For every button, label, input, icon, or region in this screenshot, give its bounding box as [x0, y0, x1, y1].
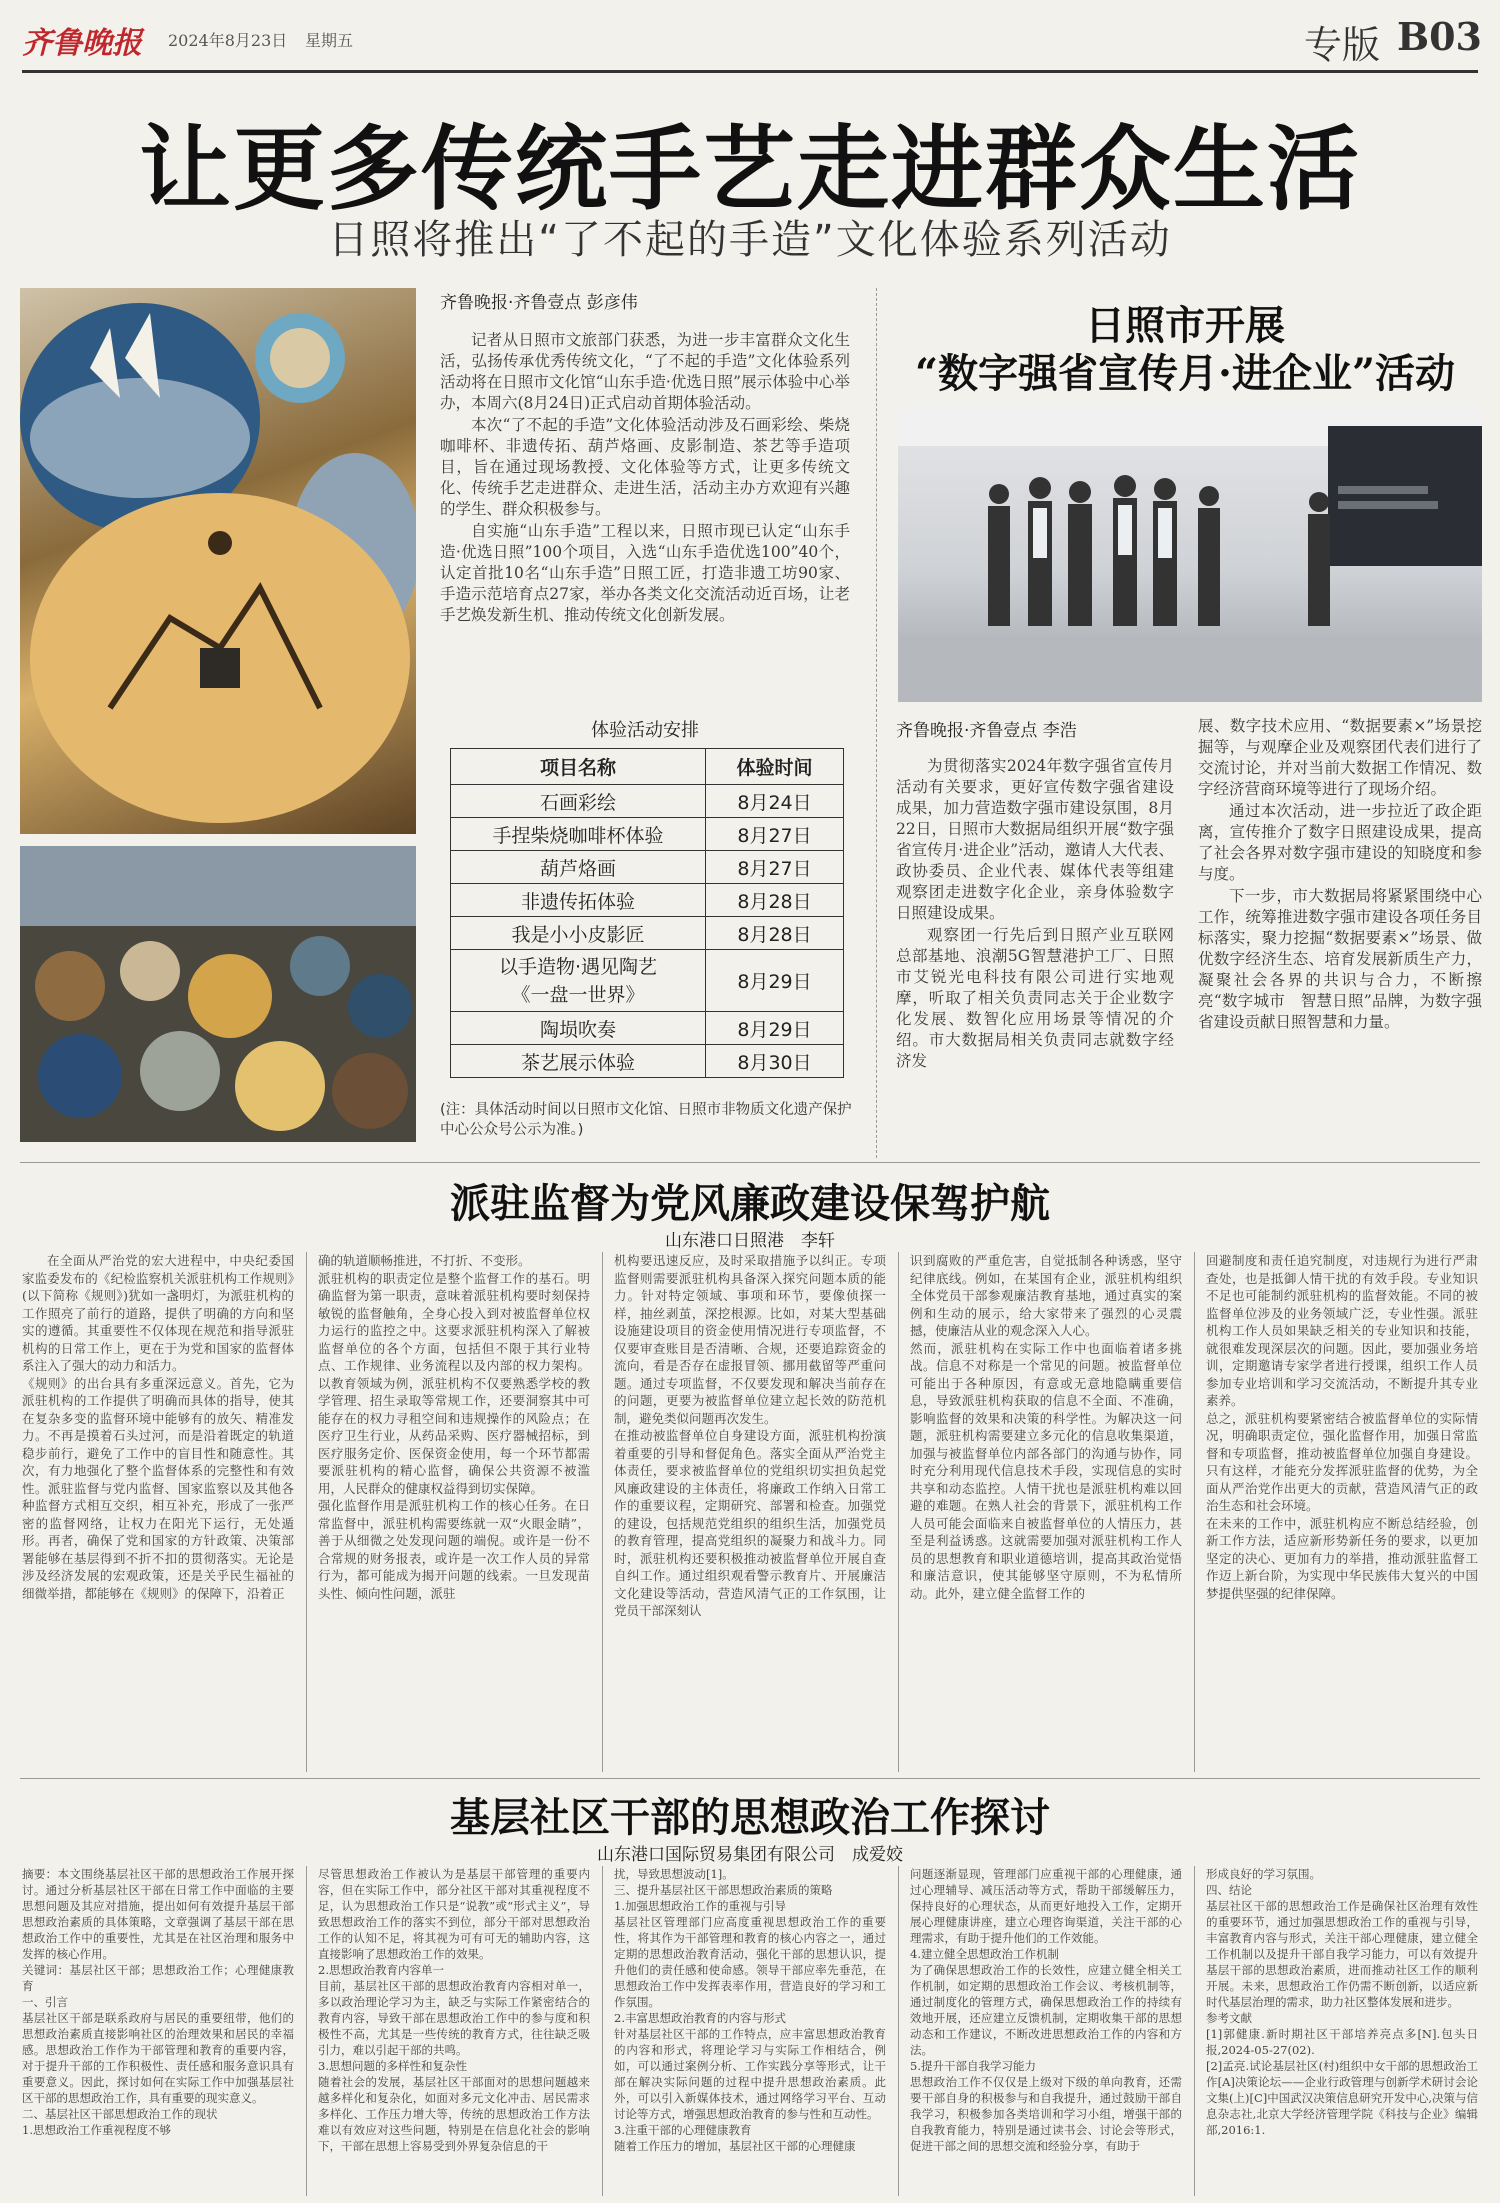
table-row	[451, 1012, 844, 1045]
table-row	[451, 917, 844, 950]
schedule-item-date: 8月30日	[706, 1045, 844, 1078]
article3-byline: 山东港口国际贸易集团有限公司 成爱姣	[597, 1845, 903, 1865]
column-divider	[602, 1252, 603, 1772]
article2-column-4: 识到腐败的严重危害，自觉抵制各种诱惑，坚守纪律底线。例如，在某国有企业，派驻机构组织全体党员干部参观廉洁教育基地，通过真实的案例和生动的展示，给大家带来了强烈的心灵震撼，使廉洁从业的观念深入人心。 然而，派驻机构在实际工作中也面临着诸多挑战。信息不对称是一个常见的问题。被监督单位可能出于各种原因，有意或无意地隐瞒重要信息，导致派驻机构获取的信息不全面、不准确，影响监督的效果和决策的科学性。为解决这一问题，派驻机构需要建立多元化的信息收集渠道，加强与被监督单位内部各部门的沟通与协作，同时充分利用现代信息技术手段，实现信息的实时共享和动态监控。人情干扰也是派驻机构难以回避的难题。在熟人社会的背景下，派驻机构工作人员可能会面临来自被监督单位的人情压力，甚至是利益诱惑。这就需要加强对派驻机构工作人员的思想教育和职业道德培训，提高其政治觉悟和廉洁意识，使其能够坚守原则，不为私情所动。此外，建立健全监督工作的	[910, 1253, 1182, 1601]
column-divider	[306, 1252, 307, 1772]
side-title-line1: 日照市开展	[1085, 302, 1285, 349]
article3-column-3: 扰，导致思想波动[1]。 三、提升基层社区干部思想政治素质的策略 1.加强思想政治工作的重视与引导 基层社区管理部门应高度重视思想政治工作的重要性，将其作为干部管理和教育的核心内容之一，通过定期的思想政治教育活动，强化干部的思想认识，提升他们的责任感和使命感。领导干部应率先垂范，在思想政治工作中发挥表率作用，营造良好的学习和工作氛围。 2.丰富思想政治教育的内容与形式 针对基层社区干部的工作特点，应丰富思想政治教育的内容和形式，将理论学习与实际工作相结合，例如，可以通过案例分析、工作实践分享等形式，让干部在解决实际问题的过程中提升思想政治素质。此外，可以引入新媒体技术，通过网络学习平台、互动讨论等方式，增强思想政治教育的参与性和互动性。 3.注重干部的心理健康教育 随着工作压力的增加，基层社区干部的心理健康	[614, 1867, 886, 2153]
side-title-line2: “数字强省宣传月·进企业”活动	[915, 350, 1455, 397]
schedule-item-name: 葫芦烙画	[451, 851, 706, 884]
column-divider	[898, 1252, 899, 1772]
column-divider	[1194, 1252, 1195, 1772]
table-row	[451, 884, 844, 917]
table-row	[451, 851, 844, 884]
table-row	[451, 818, 844, 851]
article3-title: 基层社区干部的思想政治工作探讨	[450, 1794, 1050, 1841]
schedule-item-name: 陶埙吹奏	[451, 1012, 706, 1045]
schedule-item-name: 茶艺展示体验	[451, 1045, 706, 1078]
table-row	[451, 1045, 844, 1078]
section-label: 专版	[1303, 23, 1380, 67]
schedule-item-date: 8月28日	[706, 917, 844, 950]
main-paragraph: 本次“了不起的手造”文化体验活动涉及石画彩绘、柴烧咖啡杯、非遗传拓、葫芦烙画、皮影制造、茶艺等手造项目，旨在通过现场教授、文化体验等方式，让更多传统文化、传统手艺走进群众、走进生活，活动主办方欢迎有兴趣的学生、群众积极参与。	[440, 416, 850, 518]
article2-column-1: 在全面从严治党的宏大进程中，中央纪委国家监委发布的《纪检监察机关派驻机构工作规则》(以下简称《规则》)犹如一盏明灯，为派驻机构的工作照亮了前行的道路，提供了明确的方向和坚实的遵循。其重要性不仅体现在规范和指导派驻机构的日常工作上，更在于为党和国家的监督体系注入了强大的动力和活力。 《规则》的出台具有多重深远意义。首先，它为派驻机构的工作提供了明确而具体的指导，使其在复杂多变的监督环境中能够有的放矢、精准发力。不再是摸着石头过河，而是沿着既定的轨道稳步前行，避免了工作中的盲目性和随意性。其次，有力地强化了整个监督体系的完整性和有效性。派驻监督与党内监督、国家监察以及其他各种监督方式相互交织，相互补充，形成了一张严密的监督网络，让权力在阳光下运行，无处遁形。再者，确保了党和国家的方针政策、决策部署能够在基层得到不折不扣的贯彻落实。无论是涉及经济发展的宏观政策，还是关乎民生福祉的细微举措，都能够在《规则》的保障下，沿着正	[22, 1253, 294, 1601]
newspaper-logo: 齐鲁晚报	[22, 26, 142, 61]
schedule-table	[450, 748, 844, 1078]
issue-weekday: 星期五	[305, 31, 354, 50]
article3-column-1: 摘要：本文围绕基层社区干部的思想政治工作展开探讨。通过分析基层社区干部在日常工作中面临的主要思想问题及其应对措施，提出如何有效提升基层干部思想政治素质的具体策略，文章强调了基层干部在思想政治工作中的重要性，尤其是在社区治理和服务中发挥的核心作用。 关键词：基层社区干部；思想政治工作；心理健康教育 一、引言 基层社区干部是联系政府与居民的重要纽带，他们的思想政治素质直接影响社区的治理效果和居民的幸福感。思想政治工作作为干部管理和教育的重要内容，对于提升干部的工作积极性、责任感和服务意识具有重要意义。因此，探讨如何在实际工作中加强基层社区干部的思想政治工作，具有重要的现实意义。 二、基层社区干部思想政治工作的现状 1.思想政治工作重视程度不够	[22, 1867, 294, 2137]
page-number: B03	[1397, 14, 1482, 59]
schedule-header-date: 体验时间	[706, 749, 844, 785]
article3-column-5: 形成良好的学习氛围。 四、结论 基层社区干部的思想政治工作是确保社区治理有效性的重要环节，通过加强思想政治工作的重视与引导，丰富教育内容与形式，关注干部心理健康，建立健全工作机制以及提升干部自我学习能力，可以有效提升基层干部的思想政治素质，进而推动社区工作的顺利开展。未来，思想政治工作仍需不断创新，以适应新时代基层治理的需求，助力社区整体发展和进步。 参考文献 [1]郭健康.新时期社区干部培养亮点多[N].包头日报,2024-05-27(02). [2]孟亮.试论基层社区(村)组织中女干部的思想政治工作[A]决策论坛——企业行政管理与创新学术研讨会论文集(上)[C]中国武汉决策信息研究开发中心,决策与信息杂志社,北京大学经济管理学院《科技与企业》编辑部,2016:1.	[1206, 1867, 1478, 2137]
schedule-title: 体验活动安排	[591, 720, 699, 741]
column-divider	[1194, 1866, 1195, 2196]
main-subheadline: 日照将推出“了不起的手造”文化体验系列活动	[328, 217, 1172, 263]
side-paragraph: 展、数字技术应用、“数据要素×”场景挖掘等，与观摩企业及观察团代表们进行了交流讨论，并对当前大数据工作情况、数字经济营商环境等进行了现场介绍。	[1198, 717, 1482, 798]
section-rule	[20, 1162, 1480, 1163]
column-divider	[898, 1866, 899, 2196]
article2-column-2: 确的轨道顺畅推进，不打折、不变形。 派驻机构的职责定位是整个监督工作的基石。明确监督为第一职责，意味着派驻机构要时刻保持敏锐的监督触角，全身心投入到对被监督单位权力运行的监控之中。这要求派驻机构深入了解被监督单位的各个方面，包括但不限于其行业特点、工作规律、业务流程以及内部的权力架构。以教育领域为例，派驻机构不仅要熟悉学校的教学管理、招生录取等常规工作，还要洞察其中可能存在的权力寻租空间和违规操作的风险点；在医疗卫生行业，从药品采购、医疗器械招标，到医疗服务定价、医保资金使用，每一个环节都需要派驻机构的精心监督，确保公共资源不被滥用，人民群众的健康权益得到切实保障。 强化监督作用是派驻机构工作的核心任务。在日常监督中，派驻机构需要练就一双“火眼金睛”，善于从细微之处发现问题的端倪。或许是一份不合常规的财务报表，或许是一次工作人员的异常行为，都可能成为揭开问题的线索。一旦发现苗头性、倾向性问题，派驻	[318, 1253, 590, 1601]
article2-byline: 山东港口日照港 李轩	[665, 1231, 835, 1251]
column-divider	[306, 1866, 307, 2196]
table-row	[451, 950, 844, 1012]
main-paragraph: 自实施“山东手造”工程以来，日照市现已认定“山东手造·优选日照”100个项目，入选“山东手造优选100”40个，认定首批10名“山东手造”日照工匠，打造非遗工坊90家、手造示范培育点27家，举办各类文化交流活动近百场，让老手艺焕发新生机、推动传统文化创新发展。	[440, 522, 850, 624]
main-body	[440, 330, 850, 627]
schedule-item-date: 8月29日	[706, 950, 844, 1012]
side-paragraph: 通过本次活动，进一步拉近了政企距离，宣传推介了数字日照建设成果，提高了社会各界对数字强市建设的知晓度和参与度。	[1198, 802, 1482, 883]
main-headline: 让更多传统手艺走进群众生活	[138, 115, 1361, 223]
schedule-item-date: 8月28日	[706, 884, 844, 917]
side-paragraph: 下一步，市大数据局将紧紧围绕中心工作，统筹推进数字强市建设各项任务目标落实，聚力挖掘“数据要素×”场景、做优数字经济生态、培育发展新质生产力，凝聚社会各界的共识与合力，不断擦亮“数字城市 智慧日照”品牌，为数字强省建设贡献日照智慧和力量。	[1198, 887, 1482, 1031]
schedule-item-date: 8月24日	[706, 785, 844, 818]
article3-column-2: 尽管思想政治工作被认为是基层干部管理的重要内容，但在实际工作中，部分社区干部对其重视程度不足，认为思想政治工作只是“说教”或“形式主义”，导致思想政治工作的落实不到位，部分干部对思想政治工作的认知不足，将其视为可有可无的辅助内容，这直接影响了思想政治工作的效果。 2.思想政治教育内容单一 目前，基层社区干部的思想政治教育内容相对单一，多以政治理论学习为主，缺乏与实际工作紧密结合的教育内容，导致干部在思想政治工作中的参与度和积极性不高，尤其是一些传统的教育方式，往往缺乏吸引力，难以引起干部的共鸣。 3.思想问题的多样性和复杂性 随着社会的发展，基层社区干部面对的思想问题越来越多样化和复杂化，如面对多元文化冲击、居民需求多样化、工作压力增大等，传统的思想政治工作方法难以有效应对这些问题，特别是在信息化社会的影响下，干部在思想上容易受到外界复杂信息的干	[318, 1867, 590, 2153]
schedule-item-date: 8月27日	[706, 818, 844, 851]
article2-column-3: 机构要迅速反应，及时采取措施予以纠正。专项监督则需要派驻机构具备深入探究问题本质的能力。针对特定领域、事项和环节，要像侦探一样，抽丝剥茧，深挖根源。比如，对某大型基础设施建设项目的资金使用情况进行专项监督，不仅要审查账目是否清晰、合规，还要追踪资金的流向，看是否存在虚报冒领、挪用截留等严重问题。通过专项监督，不仅要发现和解决当前存在的问题，更要为被监督单位建立起长效的防范机制，避免类似问题再次发生。 在推动被监督单位自身建设方面，派驻机构扮演着重要的引导和督促角色。落实全面从严治党主体责任，要求被监督单位的党组织切实担负起党风廉政建设的主体责任，将廉政工作纳入日常工作的重要议程，定期研究、部署和检查。加强党的建设，包括规范党组织的组织生活，加强党员的教育管理，提高党组织的凝聚力和战斗力。同时，派驻机构还要积极推动被监督单位开展自查自纠工作。通过组织观看警示教育片、开展廉洁文化建设等活动，营造风清气正的工作氛围，让党员干部深刻认	[614, 1253, 886, 1618]
schedule-item-name: 非遗传拓体验	[451, 884, 706, 917]
schedule-item-name: 手捏柴烧咖啡杯体验	[451, 818, 706, 851]
article2-title: 派驻监督为党风廉政建设保驾护航	[450, 1180, 1050, 1227]
schedule-note: (注：具体活动时间以日照市文化馆、日照市非物质文化遗产保护中心公众号公示为准。)	[440, 1102, 852, 1138]
schedule-header-name: 项目名称	[451, 749, 706, 785]
table-row	[451, 785, 844, 818]
schedule-item-name: 我是小小皮影匠	[451, 917, 706, 950]
article2-column-5: 回避制度和责任追究制度，对违规行为进行严肃查处，也是抵御人情干扰的有效手段。专业知识不足也可能制约派驻机构的监督效能。不同的被监督单位涉及的业务领域广泛，专业性强。派驻机构工作人员如果缺乏相关的专业知识和技能，就很难发现深层次的问题。因此，要加强业务培训，定期邀请专家学者进行授课，组织工作人员参加专业培训和学习交流活动，不断提升其专业素养。 总之，派驻机构要紧密结合被监督单位的实际情况，明确职责定位，强化监督作用，加强日常监督和专项监督，推动被监督单位加强自身建设。只有这样，才能充分发挥派驻监督的优势，为全面从严治党作出更大的贡献，营造风清气正的政治生态和社会环境。 在未来的工作中，派驻机构应不断总结经验，创新工作方法，适应新形势新任务的要求，以更加坚定的决心、更加有力的举措，推动派驻监督工作迈上新台阶，为实现中华民族伟大复兴的中国梦提供坚强的纪律保障。	[1206, 1253, 1478, 1601]
side-byline: 齐鲁晚报·齐鲁壹点 李浩	[896, 721, 1077, 741]
pottery-plates-photo	[20, 846, 416, 1142]
masthead-rule	[22, 70, 1478, 73]
side-paragraph: 为贯彻落实2024年数字强省宣传月活动有关要求，更好宣传数字强省建设成果，加力营造数字强市建设氛围，8月22日，日照市大数据局组织开展“数字强省宣传月·进企业”活动，邀请人大代表、政协委员、企业代表、媒体代表等组建观察团走进数字化企业，亲身体验数字日照建设成果。	[896, 757, 1174, 922]
schedule-item-name: 以手造物·遇见陶艺 《一盘一世界》	[451, 950, 706, 1012]
delegation-visit-photo	[898, 406, 1482, 702]
main-paragraph: 记者从日照市文旅部门获悉，为进一步丰富群众文化生活，弘扬传承优秀传统文化，“了不起的手造”文化体验系列活动将在日照市文化馆“山东手造·优选日照”展示体验中心举办，本周六(8月24日)正式启动首期体验活动。	[440, 331, 850, 412]
schedule-item-date: 8月29日	[706, 1012, 844, 1045]
column-divider	[876, 288, 877, 1158]
schedule-item-date: 8月27日	[706, 851, 844, 884]
column-divider	[602, 1866, 603, 2196]
side-paragraph: 观察团一行先后到日照产业互联网总部基地、浪潮5G智慧港护工厂、日照市艾锐光电科技有限公司进行实地观摩，听取了相关负责同志关于企业数字化发展、数智化应用场景等情况的介绍。市大数据局相关负责同志就数字经济发	[896, 926, 1174, 1070]
issue-date: 2024年8月23日	[168, 31, 288, 50]
schedule-header-row	[451, 749, 844, 785]
side-column-1	[896, 756, 1174, 1073]
schedule-item-name: 石画彩绘	[451, 785, 706, 818]
main-byline: 齐鲁晚报·齐鲁壹点 彭彦伟	[440, 293, 638, 313]
side-column-2	[1198, 716, 1482, 1034]
stone-painting-photo	[20, 288, 416, 834]
article3-column-4: 问题逐渐显现，管理部门应重视干部的心理健康，通过心理辅导、减压活动等方式，帮助干部缓解压力，保持良好的心理状态，从而更好地投入工作，定期开展心理健康讲座，建立心理咨询渠道，关注干部的心理需求，有助于提升他们的工作效能。 4.建立健全思想政治工作机制 为了确保思想政治工作的长效性，应建立健全相关工作机制，如定期的思想政治工作会议、考核机制等，通过制度化的管理方式，确保思想政治工作的持续有效地开展，还应建立反馈机制，定期收集干部的思想动态和工作建议，不断改进思想政治工作的内容和方法。 5.提升干部自我学习能力 思想政治工作不仅仅是上级对下级的单向教育，还需要干部自身的积极参与和自我提升，通过鼓励干部自我学习，积极参加各类培训和学习小组，增强干部的自我教育能力，特别是通过读书会、讨论会等形式，促进干部之间的思想交流和经验分享，有助于	[910, 1867, 1182, 2153]
section-rule	[20, 1778, 1480, 1779]
